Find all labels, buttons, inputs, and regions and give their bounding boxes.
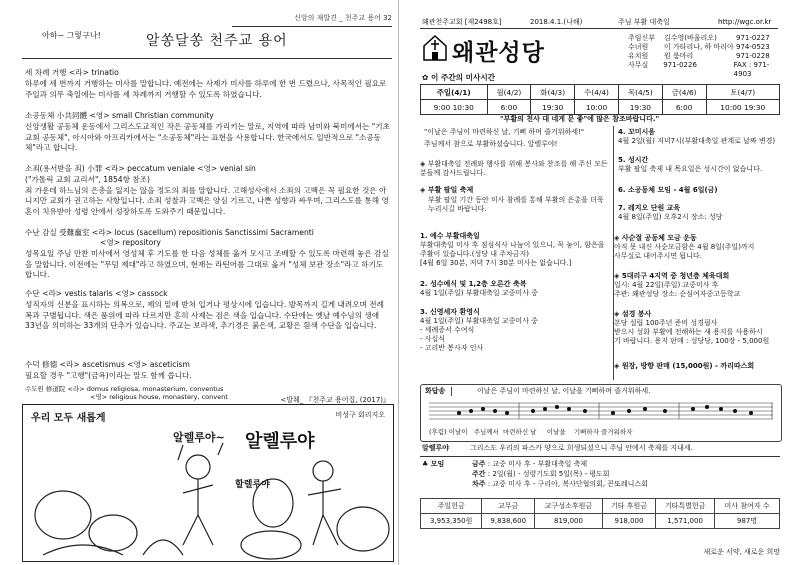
mass-times-table [420,84,780,115]
term-title: 수단 <라> vestis talaris <영> cassock [25,289,168,298]
staff-phone: FAX : 971-4903 [733,61,770,78]
mass-day: 화(4/3) [531,85,575,100]
meeting-when: 금주 [472,460,486,468]
meeting-row: 주간 : 2일(월) - 성령기도회 5일(목) - 평도회 [472,470,610,478]
staff-role: 주임신부 [628,34,656,42]
mass-day: 금(4/6) [662,85,706,100]
notice-item: ◈ 설경 봉사 본당 설립 100주년 준비 성경필사 받으시 성화 부활에 전해하는 새 용지를 사용하시 기 바랍니다. 용지 판매 : 성당당, 100장 - 5,000원 [614,310,790,346]
notice-item-line: [4월 6일 30분, 저녁 7시 30분 미사는 없습니다.] [420,259,572,267]
mass-time: 6:00 [487,100,531,115]
notice-item: ◈ 사순절 공동체 모금 운동 아직 못 내신 사순모금함은 4월 8일(주일)까지 사무실로 내어주시면 됩니다. [614,234,790,261]
notice-text: 부활 팔일 기간 동안 미사 참례를 통해 부활의 은총을 더욱 누리시길 바랍니다. [428,196,604,213]
feast-name: 주님 부활 대축일 [618,18,670,26]
issue-number: 왜관천주교회 [제2498호] [422,18,502,26]
staff-directory [628,34,786,79]
staff-name: 원 룸마리 [664,52,694,60]
notice-item: ◈ 5대리구 4지역 중 청년층 체육대회 일시: 4월 22일(주일) 교중미사 후 주관: 왜관성당 장소: 순심여자중고등학교 [614,272,790,299]
cartoon-shout: 알렐루야 [245,431,315,452]
hymn-box [420,384,782,442]
term-title: 소죄(용서받을 죄) 小罪 <라> peccatum veniale <영> venial sin [25,164,256,173]
mass-time: 10:00 19:30 [706,100,779,115]
finance-header-row [421,499,780,514]
hymn-label: 화답송 [425,387,452,396]
finance-header: 교무금 [482,499,535,514]
notice-item-title: 7. 레지오 단원 교육 [618,204,681,212]
mass-section-title: ✿ 이 주간의 미사시간 [422,73,495,82]
notice-text: 부활대축일 전례와 행사를 위해 봉사와 찬조를 해 주신 모든 분들께 감사드립니다. [420,160,608,177]
cartoon-panel [22,404,394,562]
website-link[interactable]: http://wgc.or.kr [718,18,772,26]
meeting-row: 금주 : 교중 미사 후 - 부활대축일 축제 [472,460,588,468]
notice-item-title: 5대리구 4지역 중 청년층 체육대회 [621,272,730,280]
finance-value: 918,000 [602,514,655,529]
staff-name: 971-0226 [663,61,697,69]
mass-days-row [421,85,780,100]
term-body: 성직자의 신분을 표시하는 의복으로, 제의 밑에 받쳐 입거나 평상시에 입습니다. 발목까지 길게 내려오며 전례복과 구별됩니다. 색은 품위에 따라 다르지만 흔히 사제는 검은 색을 입습니다. 수단에는 옛날 예수님의 생애 33년을 의미하는 33개의 단추가 있습니다. 주교는 보라색, 추기경은 붉은색, 교황은 흰색 수단을 입습니다. [25,300,384,331]
meeting-row: 차주 : 교중 미사 후 - 구리아, 복사단협의회, 꼰또레니스회 [472,480,648,488]
header-rule [232,26,392,27]
cartoon-author: 비성구 회리지오 [335,411,385,419]
notice-quote: "부활의 천사 대 네게 문 좋"에 많은 참조바랍니다." [500,115,660,123]
finance-header: 교구성소후원금 [535,499,603,514]
mass-section-label: 이 주간의 미사시간 [431,73,495,82]
cartoon-title: 우리 모두 새롭게 [31,413,106,424]
meeting-what: 교중 미사 후 - 구리아, 복사단협의회, 꼰또레니스회 [492,480,648,488]
notice-item-label: 원장, 방향 판매 (15,000원) - 까리따스회 [621,362,755,370]
notice-item-line: - 고리반 봉사자 인사 [420,344,484,352]
notice-item-line: 4월 2일(월) 저녁7시(부활대축일 관계로 날짜 변경) [618,137,776,145]
term-title: 수도원 修道院 <라> domus religiosa, monasterium, conventus [25,385,224,393]
meeting-when: 차주 [472,480,486,488]
finance-value: 819,000 [535,514,603,529]
finance-value: 9,838,600 [482,514,535,529]
finance-header: 기타 후원금 [602,499,655,514]
notice-item-title: 5. 성시간 [618,156,649,164]
term-body: 하루에 세 번까지 거행하는 미사를 말합니다. 예전에는 사제가 미사를 하루에 한 번 드렸으나, 사목적인 필요로 주일과 의무 축일에는 미사를 세 차례까지 거행할 수 있도록 하였습니다. [25,79,387,99]
notice-item-line: 기 바랍니다. 용지 판매 : 성당당, 100장 - 5,000원 [614,337,770,345]
notice-item-line: 4월 1일(주일) 부활대축일 교중미사 중 [420,317,538,325]
mass-times-row [421,100,780,115]
mass-time: 19:30 [531,100,575,115]
notice-item-title: 설경 봉사 [621,310,652,318]
finance-value: 987명 [715,514,780,529]
mass-time: 19:30 [618,100,662,115]
church-logo-icon [422,34,448,62]
term-body: ("가톨릭 교회 교리서", 1854항 참조) 죄 가운데 하느님의 은총을 잃지는 않을 정도의 죄를 말합니다. 고해성사에서 소죄의 고백은 꼭 필요한 것은 아니지만 교회가 권고하는 사항입니다. 소죄 성찰과 고백은 양심 기르고, 나쁜 성향과 싸우며, 그리스도를 통해 영혼이 치유받아 성령 안에서 성장하도록 도와주기 때문입니다. [25,175,389,216]
staff-role: 사무실 [628,61,649,69]
notice-item [618,204,788,222]
source-citation: <발췌_ 『천주교 용어집, (2017)』 [280,396,390,404]
notice-item-title: 4. 꼬미시움 [618,128,656,136]
finance-value: 1,571,000 [656,514,715,529]
header-rule [420,28,778,29]
mass-time: 6:00 [662,100,706,115]
mass-time: 9:00 10:30 [421,100,488,115]
cartoon-shout: 알렐루야~ [173,431,225,444]
notice-item [420,308,610,353]
staff-phone: 971-0227 [736,34,770,42]
issue-date: 2018.4.1.(나해) [530,18,583,26]
notice-item-line: 4월 8일(주일) 오후2시 장소: 성당 [618,213,723,221]
left-page [0,0,396,565]
notice-item-title: 6. 소공동체 모임 - 4월 6일(금) [618,186,718,194]
notice-item [618,156,788,174]
staff-row [628,34,786,43]
page-divider [398,0,399,565]
notice-item-line: 부활대축일 미사 후 점심식사 나눔이 있으니, 꼭 놓이, 함은을 주활이 있습니다.(성당 내 주차금지) [420,241,605,258]
staff-role: 수녀원 [628,43,649,51]
notice-item-title: 1. 예수 부활대축일 [420,232,480,240]
finance-value: 3,953,350원 [421,514,482,529]
hymn-text: 이날은 주님이 마련하신 날, 이날을 기뻐하며 즐거워하세. [477,387,651,395]
mass-day: 주일(4/1) [421,85,488,100]
term-title: 수난 감실 受難龕室 <라> locus (sacellum) repositionis Sanctissimi Sacramenti [25,228,314,237]
notice-item-title: 사순절 공동체 모금 운동 [621,234,697,242]
finance-value-row [421,514,780,529]
notice-item-line: 본당 설립 100주년 준비 성경필사 [614,319,718,327]
meeting-when: 주간 [472,470,486,478]
easter-greeting: "이날은 주님이 마련하신 날, 기뻐 하며 즐거워하세!" [424,128,585,136]
staff-row [628,61,786,79]
finance-header: 미사 참여자 수 [715,499,780,514]
term-title: 세 차례 거행 <라> trinatio [25,68,119,77]
notice-item-line: 사무실로 내어주시면 됩니다. [614,252,702,260]
meeting-what: 교중 미사 후 - 부활대축일 축제 [492,460,588,468]
title-rule [22,58,392,59]
footer-motto: 새로운 서약, 새로운 희망 [703,548,780,556]
parish-name: 왜관성당 [452,40,545,66]
verse-text: 그리스도 우리의 파스카 양으로 희생되셨으니 주님 안에서 축제를 지내세. [470,444,693,452]
notice-item-line: 아직 못 내신 사순모금함은 4월 8일(주일)까지 [614,243,755,251]
notice-item-line: - 세례증서 수여식 [420,326,475,334]
notice-item-line: 4월 1일(주일) 부활대축일 교중미사 중 [420,289,538,297]
meeting-what: 2일(월) - 성령기도회 5일(목) - 평도회 [492,470,610,478]
term-title: 소공동체 小共同體 <영> small Christian community [25,111,214,120]
notice-title: 부활 팔일 축제 [427,186,474,194]
staff-row [628,43,786,52]
notice-item-line: 받으시 성화 부활에 전해하는 새 용지를 사용하시 [614,328,763,336]
hymn-lyrics: (후렴) 이날이 주님께서 마련하신 날 이날을 기뻐하자 즐거워하자 [429,428,633,436]
term-subtitle: <영> repository [100,238,161,247]
staff-name: 이 가타리나, 하 마리아 [664,43,734,51]
notice-bullet: ◈ 부활대축일 전례와 행사를 위해 봉사와 찬조를 해 주신 모든 분들께 감사드립니다. [420,160,608,177]
finance-table [420,498,780,529]
music-staff [429,399,773,427]
term-body: 신앙생활 공동체 운동에서 그리스도교적인 작은 공동체를 가리키는 말로, 지역에 따라 남미와 북미에서는 "기초 교회 공동체", 아시아와 아프리카에서는 "소공동체"라는 표현을 사용합니다. 한국에서도 일반적으로 "소공동체"라고 합니다. [25,122,390,153]
header-aside: 아하~ 그렇구나! [42,31,101,40]
staff-role: 유치원 [628,52,649,60]
notice-item-line: 부활 팔일 축제 내 목요일은 성시간이 없습니다. [618,165,763,173]
verse-label: 알렐루야 [422,444,450,452]
notice-item [420,280,610,298]
staff-name: 김수영(바울리오) [664,34,717,42]
finance-header: 주일헌금 [421,499,482,514]
mass-day: 토(4/7) [706,85,779,100]
cartoon-shout: 할렐루야 [235,480,270,490]
staff-phone: 974-0523 [736,43,770,51]
term-subtitle: <영> religious house, monastery, convent [90,393,228,401]
notice-item-line: 일시: 4월 22일(주일) 교중미사 후 [614,281,719,289]
mass-time: 10:00 [575,100,619,115]
mass-day: 월(4/2) [487,85,531,100]
right-page [400,0,800,565]
term-body: 성목요일 주님 만찬 미사에서 영성체 후 기도를 한 다음 성체를 옮겨 모시고 조배할 수 있도록 마련해 놓은 감실을 말합니다. 이전에는 "무덤 제대"라고 하였으며, 현재는 라틴어를 그대로 옮겨 "성체 보관 장소"라고 하기도 합니다. [25,249,389,280]
easter-greeting-2: 주님께서 참으로 부활하셨습니다. 알렐루야! [424,140,558,148]
page-title: 알쏭달쏭 천주교 용어 [146,33,288,49]
notice-item-title: 3. 신영세자 환영식 [420,308,480,316]
finance-header: 기타특별헌금 [656,499,715,514]
mass-day: 수(4/4) [575,85,619,100]
cartoon-drawing [23,405,393,561]
mass-day: 목(4/5) [618,85,662,100]
term-body: 필요할 경우 "고행"(금욕)이라는 말도 함께 씁니다. [25,371,192,380]
notice-item-title: 2. 성수예식 및 1,2층 오른간 축복 [420,280,527,288]
staff-phone: 971-0228 [736,52,770,60]
notice-bullet-title: ◈ 부활 팔일 축제 [420,186,474,194]
notice-item-title: ◈ 원장, 방향 판매 (15,000원) - 까리따스회 [614,362,755,370]
notice-item [618,128,788,146]
notice-item [420,232,610,268]
notice-item-line: 주관: 왜관성당 장소: 순심여자중고등학교 [614,290,741,298]
staff-row [628,52,786,61]
notice-item-line: - 사십식 [420,335,446,343]
term-title: 수덕 修德 <라> ascetismus <영> asceticism [25,360,190,369]
verse-rule [420,456,780,457]
series-label: 신앙의 재발견 _ 천주교 용어 32 [294,14,392,22]
meetings-label: ♣ 모임 [422,460,445,468]
